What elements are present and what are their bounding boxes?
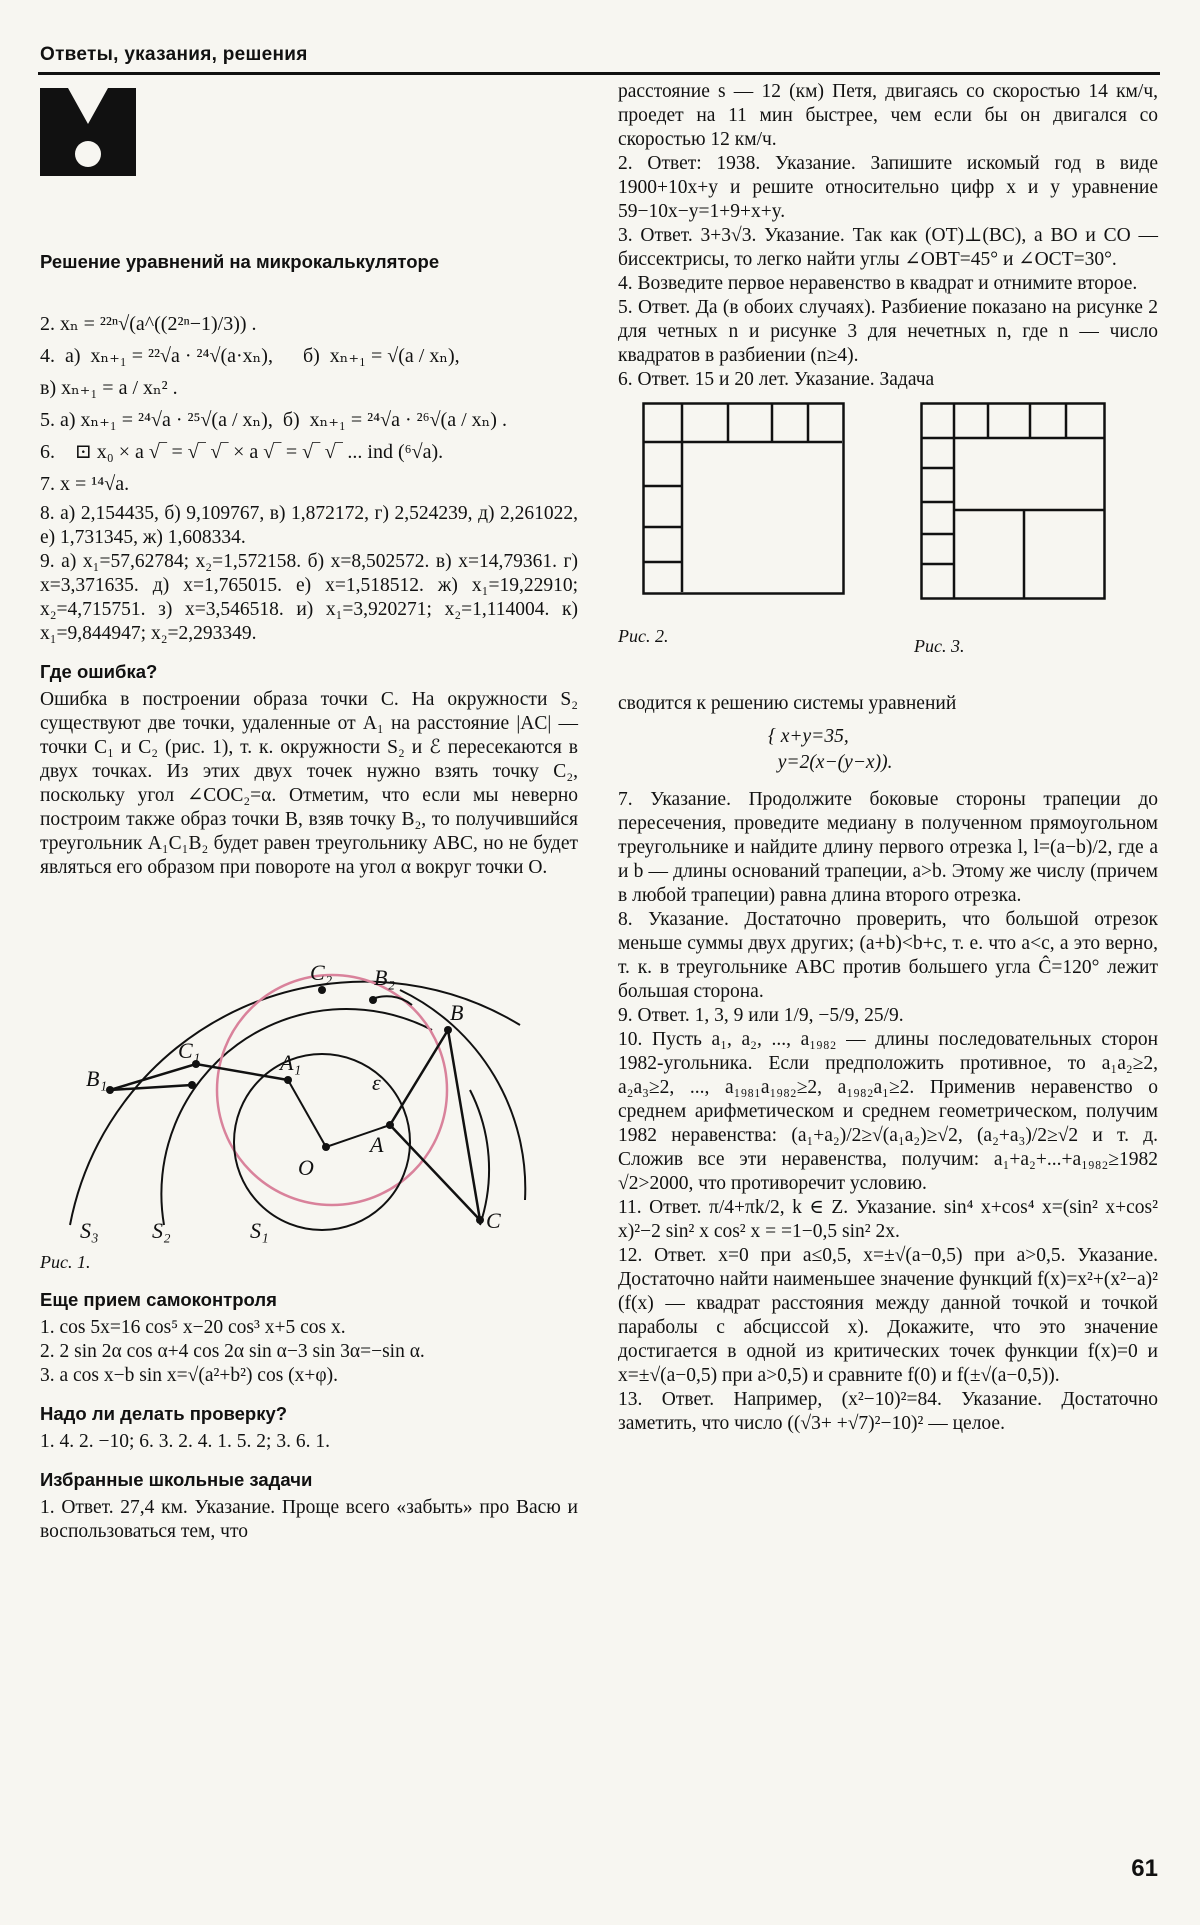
label-a1: A₁ <box>280 1050 302 1075</box>
label-epsilon: ε <box>372 1070 381 1095</box>
system-line-1: x+y=35, <box>780 726 849 747</box>
figure-2-caption: Рис. 2. <box>618 626 669 646</box>
right-paragraph-5: 5. Ответ. Да (в обоих случаях). Разбиение показано на рисунке 2 для четных n и рисунке 3 для нечетных n, где n — число квадратов в разбиении (n≥4). <box>618 297 1158 366</box>
answer-9: 9. а) x₁=57,62784; x₂=1,572158. б) x=8,502572. в) x=14,79361. г) x=3,371635. д) x=1,765015. е) x=1,518512. ж) x₁=19,22910; x₂=4,715751. з) x=3,546518. и) x₁=3,920271; x₂=1,114004. к) x₁=9,844947; x₂=2,293349. <box>40 551 578 644</box>
figure-3-caption: Рис. 3. <box>914 636 965 656</box>
label-b1: B₁ <box>86 1066 108 1091</box>
error-explanation: Ошибка в построении образа точки C. На окружности S₂ существуют две точки, удаленные от A₁ на расстояние |AC| — точки C₁ и C₂ (рис. 1), т. к. окружности S₂ и ℰ пересекаются в двух точках. Из этих двух точек нужно взять точку C₂, поскольку угол ∠COC₂=α. Отметим, что если мы неверно построим также образ точки B, взяв точку B₂, то получившийся треугольник A₁C₁B₂ будет равен треугольнику ABC, но не будет являться его образом при повороте на угол α вокруг точки O. <box>40 689 578 878</box>
label-s2: S₂ <box>152 1218 171 1243</box>
right-paragraph-2: 2. Ответ: 1938. Указание. Запишите искомый год в виде 1900+10x+y и решите относительно цифр x и y уравнение 59−10x−y=1+9+x+y. <box>618 153 1158 222</box>
selfcheck-1: 1. cos 5x=16 cos⁵ x−20 cos³ x+5 cos x. <box>40 1317 346 1338</box>
section-title-school-problems: Избранные школьные задачи <box>40 1469 313 1490</box>
figure-1 <box>40 880 578 1250</box>
system-line-2: y=2(x−(y−x)). <box>777 752 893 773</box>
right-paragraph-7: 7. Указание. Продолжите боковые стороны трапеции до пересечения, проведите медиану в полученном прямоугольном треугольнике и найдите длину первого отрезка l, l=(a−b)/2, где a и b — длины оснований трапеции, a>b. Этому же числу (причем в любой трапеции) равна длина второго отрезка. <box>618 789 1158 906</box>
right-paragraph-10: 10. Пусть a₁, a₂, ..., a₁₉₈₂ — длины последовательных сторон 1982-угольника. Если предположить противное, то a₁a₂≥2, a₂a₃≥2, ..., a₁₉₈₁a₁₉₈₂≥2, a₁₉₈₂a₁≥2. Применив неравенство о среднем арифметическом и среднем геометрическом, получим 1982 неравенства: (a₁+a₂)/2≥√(a₁a₂)≥√2, (a₂+a₃)/2≥√2 и т. д. Сложив все эти неравенства, получим: a₁+a₂+...+a₁₉₈₂≥1982 √2>2000, что противоречит условию. <box>618 1029 1158 1194</box>
right-paragraph-1: расстояние s — 12 (км) Петя, двигаясь со скоростью 14 км/ч, проедет на 11 мин быстрее, чем если бы он двигался со скоростью 12 км/ч. <box>618 81 1158 150</box>
triangle-abc <box>390 1030 480 1220</box>
system-intro: сводится к решению системы уравнений <box>618 693 957 714</box>
section-title-selfcheck: Еще прием самоконтроля <box>40 1289 277 1310</box>
verify-answers: 1. 4. 2. −10; 6. 3. 2. 4. 1. 5. 2; 3. 6. 1. <box>40 1431 330 1452</box>
section-logo-icon <box>40 88 136 176</box>
circle-s2 <box>161 1009 432 1225</box>
figure-2 <box>642 402 847 597</box>
right-paragraph-12: 12. Ответ. x=0 при a≤0,5, x=±√(a−0,5) при a>0,5. Указание. Достаточно найти наименьшее значение функций f(x)=x²+(x²−a)² (f(x) — квадрат расстояния между данной точкой и точкой параболы с абсциссой x). Докажите, что это значение достигается в одной из критических точек функции f(x)=0 и x=±√(a−0,5) при a>0,5) и сравните f(0) и f(±√(a−0,5)). <box>618 1245 1158 1386</box>
circle-s2-right <box>470 1090 489 1225</box>
equation-system: { x+y=35, y=2(x−(y−x)). <box>768 726 893 773</box>
selfcheck-2: 2. 2 sin 2α cos α+4 cos 2α sin α−3 sin 3α=−sin α. <box>40 1341 425 1362</box>
label-a: A <box>370 1132 384 1157</box>
right-paragraph-9: 9. Ответ. 1, 3, 9 или 1/9, −5/9, 25/9. <box>618 1005 904 1026</box>
section-title-error: Где ошибка? <box>40 661 158 682</box>
selfcheck-3: 3. a cos x−b sin x=√(a²+b²) cos (x+φ). <box>40 1365 339 1386</box>
figure-1-caption: Рис. 1. <box>40 1252 91 1272</box>
left-column <box>40 80 578 1544</box>
formula-6: 6. ⊡ x₀ × a √‾ = √‾ √‾ × a √‾ = √‾ √‾ ... ind (⁶√a). <box>40 441 444 463</box>
school-problem-1: 1. Ответ. 27,4 км. Указание. Проще всего «забыть» про Васю и воспользоваться тем, что <box>40 1497 578 1542</box>
page-number: 61 <box>1131 1855 1158 1882</box>
label-b: B <box>450 1000 464 1025</box>
right-paragraph-8: 8. Указание. Достаточно проверить, что большой отрезок меньше суммы двух других; (a+b)<b+c, т. е. что a<c, а это верно, т. к. в треугольнике ABC против большего угла Ĉ=120° лежит большая сторона. <box>618 909 1158 1002</box>
label-s1: S₁ <box>250 1218 269 1243</box>
section-title-verify: Надо ли делать проверку? <box>40 1403 288 1424</box>
answer-8: 8. а) 2,154435, б) 9,109767, в) 1,872172, г) 2,524239, д) 2,261022, е) 1,731345, ж) 1,608334. <box>40 503 578 548</box>
section-title-calculator: Решение уравнений на микрокалькуляторе <box>40 251 440 272</box>
figure-3 <box>920 402 1108 602</box>
label-c: C <box>486 1208 501 1233</box>
formula-5: 5. а) xₙ₊₁ = ²⁴√a · ²⁵√(a / xₙ), б) xₙ₊₁ = ²⁴√a · ²⁶√(a / xₙ) . <box>40 409 507 431</box>
right-paragraph-11: 11. Ответ. π/4+πk/2, k ∈ Z. Указание. sin⁴ x+cos⁴ x=(sin² x+cos² x)²−2 sin² x cos² x = =1−0,5 sin² 2x. <box>618 1197 1158 1242</box>
label-b2: B₂ <box>374 965 396 990</box>
right-paragraph-4: 4. Возведите первое неравенство в квадрат и отнимите второе. <box>618 273 1138 294</box>
formula-7: 7. x = ¹⁴√a. <box>40 473 130 495</box>
right-paragraph-3: 3. Ответ. 3+3√3. Указание. Так как (OT)⊥(BC), а BO и CO — биссектрисы, то легко найти углы ∠OBT=45° и ∠OCT=30°. <box>618 225 1158 270</box>
label-c1: C₁ <box>178 1038 201 1063</box>
label-c2: C₂ <box>310 960 333 985</box>
right-paragraph-6: 6. Ответ. 15 и 20 лет. Указание. Задача <box>618 369 935 390</box>
formula-4: 4. а) xₙ₊₁ = ²²√a · ²⁴√(a·xₙ), б) xₙ₊₁ = √(a / xₙ), <box>40 345 460 367</box>
formula-2: 2. xₙ = ²²ⁿ√(a^((2²ⁿ−1)/3)) . <box>40 313 257 335</box>
right-paragraph-13: 13. Ответ. Например, (x²−10)²=84. Указание. Достаточно заметить, что число ((√3+ +√7)²−10)² — целое. <box>618 1389 1158 1434</box>
right-column <box>618 80 1158 1436</box>
formula-4v: в) xₙ₊₁ = a / xₙ² . <box>40 377 178 399</box>
header-rule <box>38 72 1160 75</box>
segment-a1o <box>288 1080 326 1147</box>
running-header: Ответы, указания, решения <box>40 44 308 65</box>
label-s3: S₃ <box>80 1218 99 1243</box>
label-o: O <box>298 1155 314 1180</box>
figures-2-3 <box>618 402 1158 692</box>
